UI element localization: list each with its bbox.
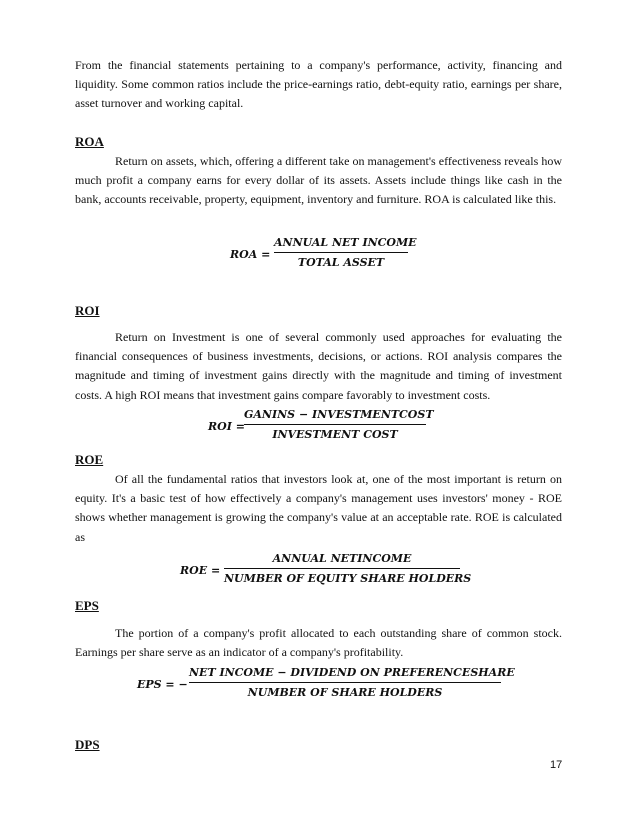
eps-fraction bbox=[189, 666, 515, 699]
heading-eps: EPS bbox=[75, 598, 99, 613]
roe-fraction-bar bbox=[224, 568, 460, 569]
page-number: 17 bbox=[550, 759, 563, 771]
roa-formula-lhs: ROA = bbox=[230, 248, 271, 261]
roe-fraction bbox=[224, 552, 472, 585]
roi-numerator: GANINS − INVESTMENTCOST bbox=[244, 408, 434, 421]
eps-denominator: NUMBER OF SHARE HOLDERS bbox=[247, 686, 443, 699]
roi-fraction-bar bbox=[244, 424, 426, 425]
roi-denominator: INVESTMENT COST bbox=[272, 428, 398, 441]
eps-numerator: NET INCOME − DIVIDEND ON PREFERENCESHARE bbox=[189, 666, 515, 679]
intro-paragraph: From the financial statements pertaining to a company's performance, activity, financing and liquidity. Some common ratios include the price-earnings ratio, debt-equity ratio, earnings per share, asset turnover and working capital. bbox=[75, 58, 562, 111]
roa-numerator: ANNUAL NET INCOME bbox=[274, 236, 417, 249]
roe-formula-lhs: ROE = bbox=[180, 564, 221, 577]
eps-fraction-bar bbox=[189, 682, 501, 683]
roe-numerator: ANNUAL NETINCOME bbox=[272, 552, 412, 565]
roa-paragraph: Return on assets, which, offering a different take on management's effectiveness reveals how much profit a company earns for every dollar of its assets. Assets include things like cash in the bank, accounts receivable, property, equipment, inventory and furniture. ROA is calculated like this. bbox=[75, 154, 562, 207]
roi-fraction bbox=[244, 408, 434, 441]
eps-formula-lhs: EPS = − bbox=[137, 678, 188, 691]
roa-fraction bbox=[274, 236, 417, 269]
roi-formula-lhs: ROI = bbox=[208, 420, 245, 433]
eps-paragraph: The portion of a company's profit allocated to each outstanding share of common stock. Earnings per share serve as an indicator of a company's profitability. bbox=[75, 626, 562, 660]
roa-denominator: TOTAL ASSET bbox=[297, 256, 385, 269]
heading-roa: ROA bbox=[75, 134, 104, 149]
roe-denominator: NUMBER OF EQUITY SHARE HOLDERS bbox=[224, 572, 472, 585]
roe-paragraph: Of all the fundamental ratios that investors look at, one of the most important is return on equity. It's a basic test of how effectively a company's management uses investors' money - ROE shows whether management is growing the company's value at an acceptable rate. ROE is calculated as bbox=[75, 472, 562, 544]
heading-dps: DPS bbox=[75, 737, 100, 752]
roi-paragraph: Return on Investment is one of several commonly used approaches for evaluating the financial consequences of business investments, decisions, or actions. ROI analysis compares the magnitude and timing of investment gains directly with the magnitude and timing of investment costs. A high ROI means that investment gains compare favorably to investment costs. bbox=[75, 330, 562, 402]
heading-roe: ROE bbox=[75, 452, 104, 467]
roa-fraction-bar bbox=[274, 252, 408, 253]
heading-roi: ROI bbox=[75, 303, 100, 318]
